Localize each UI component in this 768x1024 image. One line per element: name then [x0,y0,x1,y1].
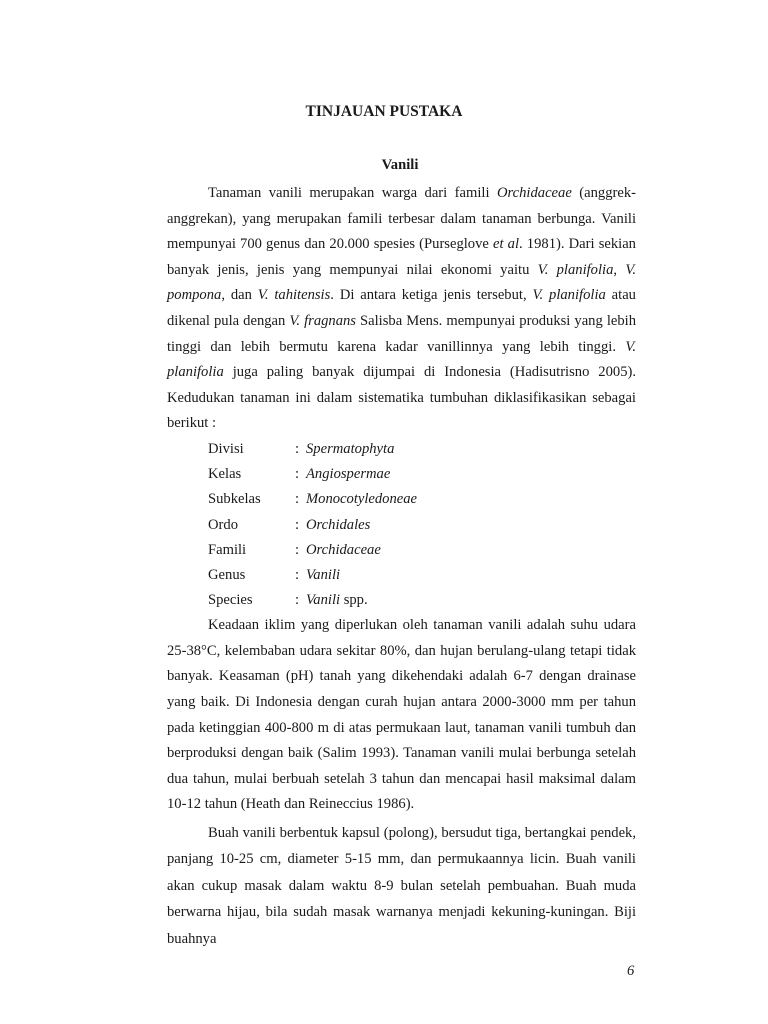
taxonomy-row [167,563,636,588]
taxonomy-separator: : [295,491,300,508]
taxonomy-value: Angiospermae [306,466,391,483]
taxonomy-label: Ordo [208,516,238,533]
text-span: juga paling banyak dijumpai di Indonesia (Hadisutrisno 2005). Kedudukan tanaman ini dalam sistematika tumbuhan diklasifikasikan sebagai berikut : [167,364,636,432]
italic-term: et al [493,236,520,253]
paragraph-fruit: Buah vanili berbentuk kapsul (polong), bersudut tiga, bertangkai pendek, panjang 10-25 cm, diameter 5-15 mm, dan permukaannya licin. Buah vanili akan cukup masak dalam waktu 8-9 bulan setelah pembuahan. Buah muda berwarna hijau, bila sudah masak warnanya menjadi kekuning-kuningan. Biji buahnya [167,825,636,947]
italic-term: V. planifolia [537,261,614,278]
document-body [167,181,636,952]
taxonomy-label: Kelas [208,466,242,483]
taxonomy-value: Orchidaceae [306,541,381,558]
taxonomy-row [167,462,636,487]
italic-term: V. tahitensis [257,287,331,304]
taxonomy-list [167,437,636,613]
taxonomy-row [167,538,636,563]
italic-term: Orchidaceae [496,185,572,201]
italic-term: V. planifolia [167,338,636,381]
taxonomy-separator: : [295,466,300,483]
taxonomy-value: Orchidales [306,516,371,533]
taxonomy-value: Spermatophyta [306,440,395,457]
taxonomy-separator: : [295,516,300,533]
taxonomy-separator: : [295,566,300,583]
text-span: , dan [221,287,258,304]
taxonomy-label: Subkelas [208,491,261,508]
italic-term: V. pompona [167,261,637,304]
text-span: atau dikenal pula dengan [167,287,636,329]
taxonomy-value [306,588,368,613]
text-span: (anggrek-anggrekan), yang merupakan famili terbesar dalam tanaman berbunga. Vanili mempunyai 700 genus dan 20.000 spesies (Purseglove [167,185,636,253]
taxonomy-label: Famili [208,541,247,558]
italic-term: V. fragnans [289,312,356,329]
taxonomy-row [167,437,636,462]
taxonomy-suffix: spp. [340,592,368,609]
taxonomy-row [167,588,636,613]
taxonomy-value: Vanili [306,566,341,583]
taxonomy-row [167,513,636,538]
paragraph-climate: Keadaan iklim yang diperlukan oleh tanaman vanili adalah suhu udara 25-38°C, kelembaban udara sekitar 80%, dan hujan berulang-ulang tetapi tidak banyak. Keasaman (pH) tanah yang dikehendaki adalah 6-7 dengan drainase yang baik. Di Indonesia dengan curah hujan antara 2000-3000 mm per tahun pada ketinggian 400-800 m di atas permukaan laut, tanaman vanili tumbuh dan berproduksi dengan baik (Salim 1993). Tanaman vanili mulai berbunga setelah dua tahun, mulai berbuah setelah 3 tahun dan mencapai hasil maksimal dalam 10-12 tahun (Heath dan Reineccius 1986). [167,617,636,813]
taxonomy-separator: : [295,592,300,609]
text-span: , [613,261,626,278]
taxonomy-value: Monocotyledoneae [306,491,418,508]
taxonomy-genus: Vanili [306,592,341,609]
page-number: 6 [627,963,635,979]
text-span: Salisba Mens. mempunyai produksi yang lebih tinggi dan lebih bermutu karena kadar vanillinnya yang lebih tinggi. [167,312,636,355]
taxonomy-label: Species [208,592,253,609]
text-span: . 1981). Dari sekian banyak jenis, jenis yang mempunyai nilai ekonomi yaitu [167,236,636,278]
taxonomy-row [167,487,636,512]
page-title: TINJAUAN PUSTAKA [305,103,463,120]
paragraph-intro [167,181,636,437]
section-heading: Vanili [381,157,419,173]
taxonomy-label: Divisi [208,440,244,457]
taxonomy-separator: : [295,440,300,457]
taxonomy-label: Genus [208,566,246,583]
text-span: . Di antara ketiga jenis tersebut, [330,287,533,304]
taxonomy-separator: : [295,541,300,558]
text-span: Tanaman vanili merupakan warga dari famili [208,185,497,201]
italic-term: V. planifolia [532,287,606,304]
